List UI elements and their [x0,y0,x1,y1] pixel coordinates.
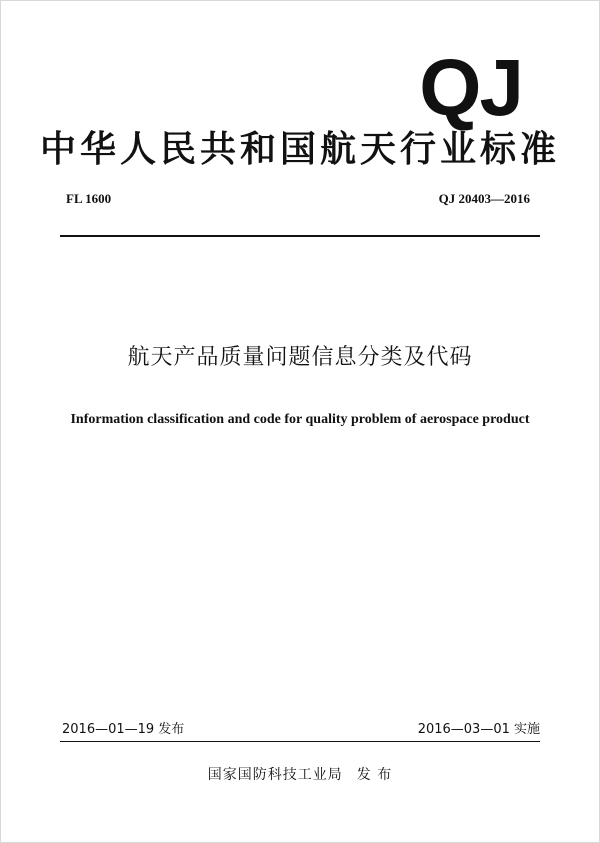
document-title-chinese: 航天产品质量问题信息分类及代码 [127,345,473,370]
qj-logo: QJ [419,43,522,132]
classification-code: FL 1600 [66,191,112,206]
document-title-english: Information classification and code for quality problem of aerospace product [70,412,530,427]
header-divider [60,235,540,237]
footer-divider [60,741,540,742]
issue-date: 2016—01—19 发布 [62,722,185,737]
publisher-line [0,764,600,784]
publisher-name: 国家国防科技工业局 [207,767,343,783]
implementation-date: 2016—03—01 实施 [417,722,540,737]
standard-category-title: 中华人民共和国航天行业标准 [39,129,560,170]
publish-label: 发 布 [356,767,393,783]
standard-number: QJ 20403—2016 [438,191,530,206]
